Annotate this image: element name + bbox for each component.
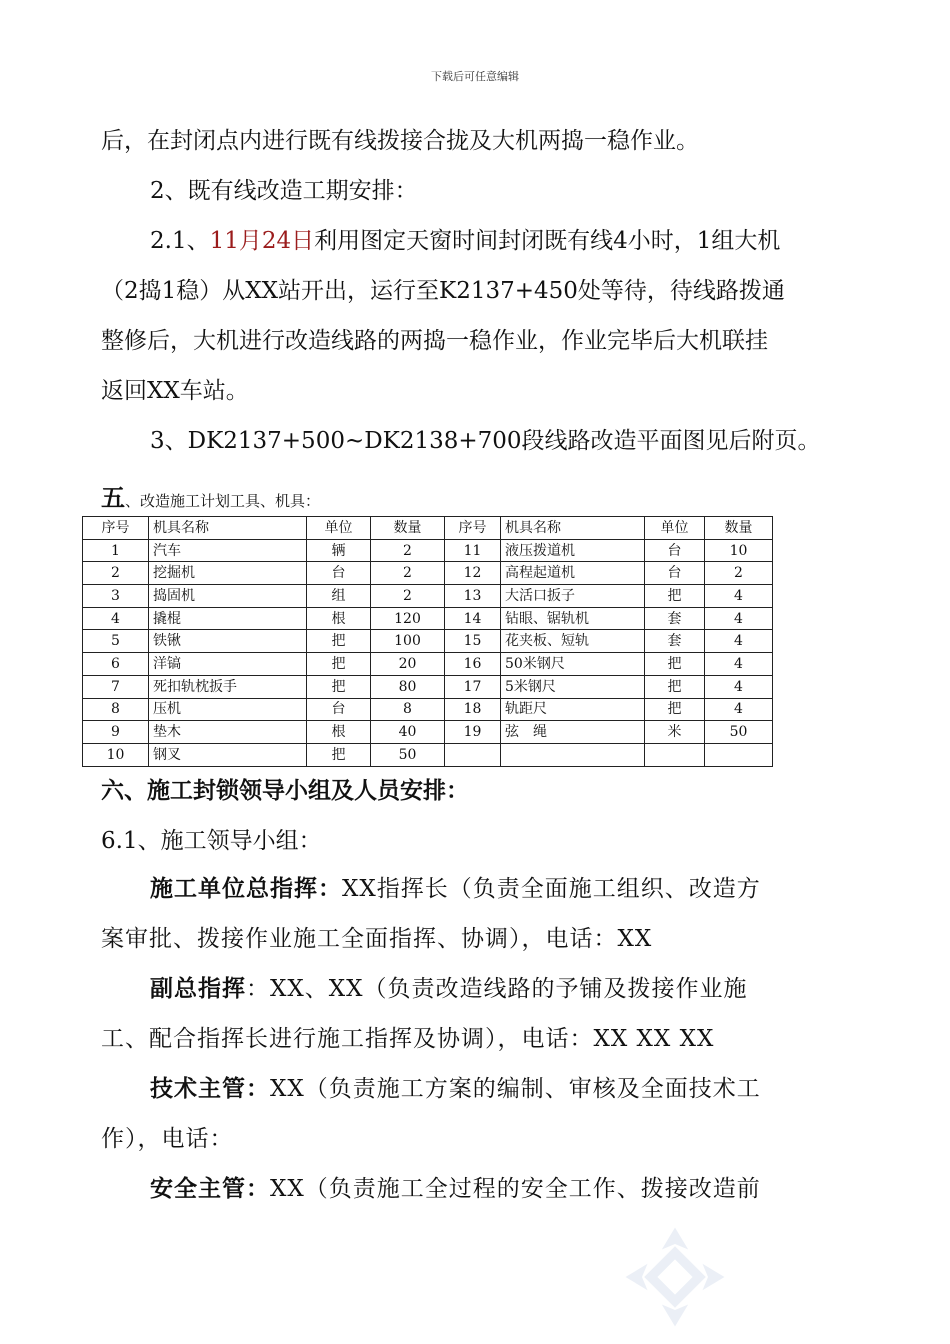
table-cell: 4 [705,607,773,630]
table-cell: 捣固机 [149,585,307,608]
table-row [83,698,773,721]
table-cell: 高程起道机 [501,562,645,585]
table-cell: 12 [445,562,501,585]
table-cell: 把 [307,630,371,653]
watermark-logo-icon [620,1222,730,1332]
table-cell: 4 [83,607,149,630]
table-cell: 5米钢尺 [501,675,645,698]
table-row [83,721,773,744]
table-cell: 7 [83,675,149,698]
table-header-cell: 序号 [445,517,501,540]
table-cell: 10 [83,743,149,766]
table-cell: 8 [371,698,445,721]
table-cell: 14 [445,607,501,630]
table-header-cell: 数量 [371,517,445,540]
table-row [83,675,773,698]
table-cell: 10 [705,539,773,562]
table-cell: 把 [645,698,705,721]
paragraph-line: （2捣1稳）从XX站开出，运行至K2137+450处等待，待线路拨通 [101,278,785,304]
table-cell: 垫木 [149,721,307,744]
table-cell: 铁锹 [149,630,307,653]
table-cell: 压机 [149,698,307,721]
table-cell: 11 [445,539,501,562]
table-cell: 20 [371,653,445,676]
deputy-line: 副总指挥：XX、XX（负责改造线路的予铺及拨接作业施 [150,975,748,1002]
table-cell: 台 [307,698,371,721]
table-cell: 把 [645,585,705,608]
commander-line: 施工单位总指挥：XX指挥长（负责全面施工组织、改造方 [150,875,761,902]
tech-line: 技术主管：XX（负责施工方案的编制、审核及全面技术工 [150,1075,761,1102]
highlighted-date: 11月24日 [209,228,315,254]
table-row [83,607,773,630]
table-header-cell: 数量 [705,517,773,540]
table-cell: 台 [645,562,705,585]
table-cell: 挖掘机 [149,562,307,585]
table-cell: 2 [705,562,773,585]
table-cell: 4 [705,653,773,676]
table-cell: 4 [705,630,773,653]
table-cell: 8 [83,698,149,721]
section-heading [101,478,320,513]
table-cell: 17 [445,675,501,698]
table-row [83,653,773,676]
table-cell: 套 [645,630,705,653]
table-cell: 4 [705,675,773,698]
table-cell: 13 [445,585,501,608]
table-cell: 把 [645,653,705,676]
table-cell: 3 [83,585,149,608]
table-cell: 1 [83,539,149,562]
paragraph-prefix: 2.1、 [150,228,210,254]
table-cell: 液压拨道机 [501,539,645,562]
table-cell: 根 [307,721,371,744]
table-cell: 2 [371,585,445,608]
paragraph-line: 3、DK2137+500~DK2138+700段线路改造平面图见后附页。 [150,428,821,454]
table-cell: 把 [307,653,371,676]
section-heading: 六、施工封锁领导小组及人员安排： [101,777,469,804]
section-number: 五 [101,483,125,512]
table-cell: 2 [83,562,149,585]
section-title: 、改造施工计划工具、机具： [125,492,321,510]
table-cell [645,743,705,766]
role-label: 技术主管： [150,1075,270,1102]
table-cell: 100 [371,630,445,653]
table-cell: 把 [307,675,371,698]
table-header-cell: 单位 [645,517,705,540]
tools-table [82,516,773,767]
page-header: 下载后可任意编辑 [431,70,519,83]
table-cell: 组 [307,585,371,608]
table-header-row [83,517,773,540]
table-cell: 洋镐 [149,653,307,676]
table-cell: 汽车 [149,539,307,562]
table-cell: 把 [307,743,371,766]
table-cell: 18 [445,698,501,721]
table-cell: 40 [371,721,445,744]
table-cell [705,743,773,766]
table-cell: 钢叉 [149,743,307,766]
table-cell: 台 [645,539,705,562]
paragraph-line: 2、既有线改造工期安排： [150,178,418,204]
table-cell: 台 [307,562,371,585]
table-row [83,743,773,766]
table-cell: 米 [645,721,705,744]
table-cell: 花夹板、短轨 [501,630,645,653]
role-label: 安全主管： [150,1175,270,1202]
table-cell: 死扣轨枕扳手 [149,675,307,698]
table-cell: 50 [705,721,773,744]
deputy-line-2: 工、配合指挥长进行施工指挥及协调），电话：XX XX XX [101,1026,715,1052]
table-cell: 120 [371,607,445,630]
table-row [83,539,773,562]
table-cell: 15 [445,630,501,653]
table-cell: 辆 [307,539,371,562]
table-cell: 钻眼、锯轨机 [501,607,645,630]
table-header-cell: 序号 [83,517,149,540]
paragraph-text: 利用图定天窗时间封闭既有线4小时，1组大机 [314,228,781,254]
paragraph-line: 后，在封闭点内进行既有线拨接合拢及大机两捣一稳作业。 [101,128,699,154]
table-cell: 弦 绳 [501,721,645,744]
table-cell: 2 [371,539,445,562]
table-header-cell: 机具名称 [149,517,307,540]
table-row [83,630,773,653]
table-cell: 80 [371,675,445,698]
paragraph-line: 返回XX车站。 [101,378,249,404]
table-cell: 大活口扳子 [501,585,645,608]
table-cell: 2 [371,562,445,585]
commander-line-2: 案审批、拨接作业施工全面指挥、协调），电话：XX [101,926,653,952]
table-cell: 撬棍 [149,607,307,630]
table-cell: 轨距尺 [501,698,645,721]
table-cell: 根 [307,607,371,630]
table-row [83,585,773,608]
table-cell: 4 [705,698,773,721]
subsection-heading: 6.1、施工领导小组： [101,828,322,854]
table-cell: 50米钢尺 [501,653,645,676]
table-cell: 6 [83,653,149,676]
table-header-cell: 单位 [307,517,371,540]
role-label: 施工单位总指挥： [150,875,342,902]
tech-line-2: 作），电话： [101,1126,234,1152]
table-cell [501,743,645,766]
paragraph-line: 整修后，大机进行改造线路的两捣一稳作业，作业完毕后大机联挂 [101,328,768,354]
table-cell: 19 [445,721,501,744]
table-cell: 套 [645,607,705,630]
table-row [83,562,773,585]
table-cell: 5 [83,630,149,653]
table-cell: 16 [445,653,501,676]
table-cell: 4 [705,585,773,608]
safety-line: 安全主管：XX（负责施工全过程的安全工作、拨接改造前 [150,1175,761,1202]
table-header-cell: 机具名称 [501,517,645,540]
table-cell: 9 [83,721,149,744]
table-cell [445,743,501,766]
table-cell: 把 [645,675,705,698]
paragraph-line [150,226,780,256]
role-label: 副总指挥 [150,975,246,1002]
table-cell: 50 [371,743,445,766]
